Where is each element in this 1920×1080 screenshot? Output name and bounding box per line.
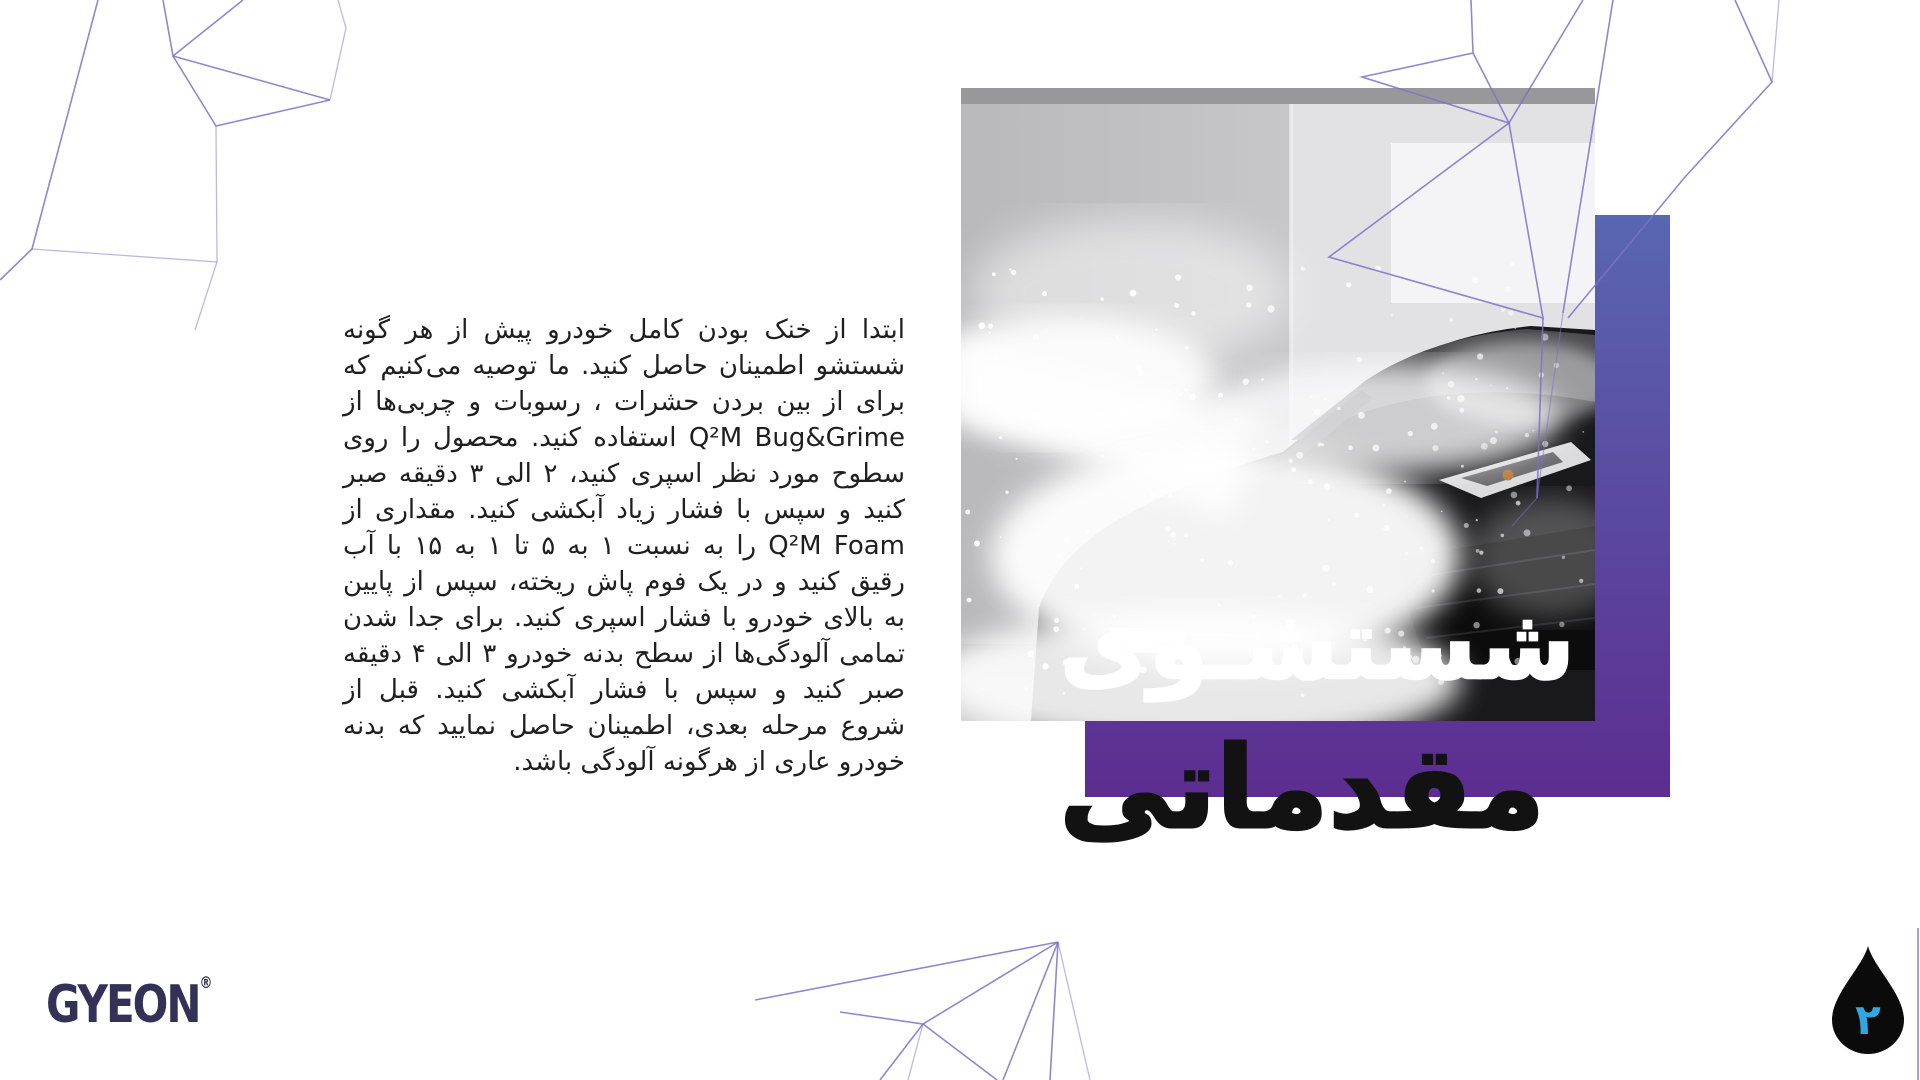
page-number: ۲: [1855, 995, 1881, 1044]
drop-icon: [1826, 942, 1910, 1056]
photo-door-panel: [1391, 143, 1595, 303]
gyeon-logo: [46, 975, 213, 1035]
photo-ceiling-band: [961, 88, 1595, 104]
registered-mark: ®: [199, 974, 213, 993]
wireframe-bottom-center: [755, 942, 1090, 1080]
heading-wash-white: شستشـوی: [1059, 588, 1575, 701]
page-number-drop: [1826, 942, 1910, 1056]
heading-preliminary-black: مقدماتی: [1059, 722, 1545, 854]
body-paragraph: ابتدا از خنک بودن کامل خودرو پیش از هر گونه شستشو اطمینان حاصل کنید. ما توصیه می‌کنیم که برای از بین بردن حشرات ، رسوبات و چربی‌ها از Q²M Bug&Grime استفاده کنید. محصول را روی سطوح مورد نظر اسپری کنید، ۲ الی ۳ دقیقه صبر کنید و سپس با فشار زیاد آبکشی کنید. مقداری از Q²M Foam را به نسبت ۱ به ۵ تا ۱ به ۱۵ با آب رقیق کنید و در یک فوم پاش ریخته، سپس از پایین به بالای خودرو با فشار اسپری کنید. برای جدا شدن تمامی آلودگی‌ها از سطح بدنه خودرو ۳ الی ۴ دقیقه صبر کنید و سپس با فشار آبکشی کنید. قبل از شروع مرحله بعدی، اطمینان حاصل نمایید که بدنه خودرو عاری از هرگونه آلودگی باشد.: [343, 315, 906, 777]
wireframe-top-left: [0, 0, 346, 330]
gyeon-logo-text: GYEON: [46, 974, 200, 1035]
